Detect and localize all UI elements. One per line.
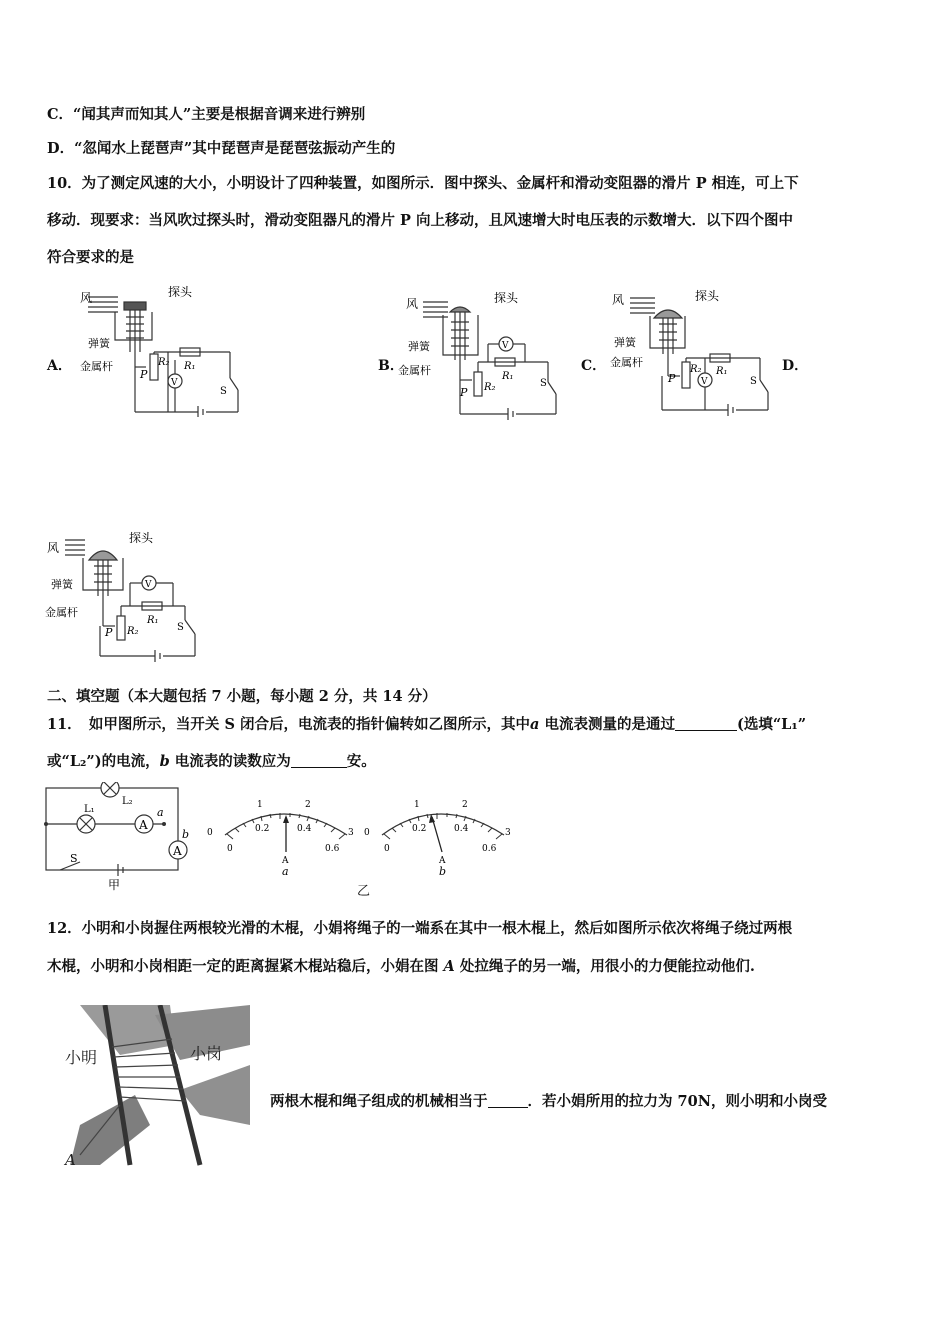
tick-bottom-0-4: 0.4	[454, 824, 469, 834]
tick-top-3: 3	[505, 828, 511, 838]
r1-label: R₁	[184, 361, 196, 372]
q9-option-d: D．“忽闻水上琵琶声”其中琵琶声是琵琶弦振动产生的	[47, 140, 396, 157]
q10-diagram-c	[610, 286, 780, 416]
wind-label: 风	[406, 297, 419, 311]
ammeter-a-symbol: A	[139, 818, 148, 832]
rod-label: 金属杆	[398, 364, 431, 377]
q11-var-b: b	[159, 753, 170, 770]
tick-bottom-0-2: 0.2	[412, 824, 427, 834]
switch-label: S	[220, 386, 227, 397]
q11-line1-pre: 11． 如甲图所示，当开关 S 闭合后，电流表的指针偏转如乙图所示，其中	[47, 716, 530, 733]
q10-diagram-a	[80, 282, 250, 417]
q11-circuit-diagram	[40, 782, 190, 892]
q12-line2	[47, 955, 755, 976]
switch-label: S	[177, 622, 184, 633]
caption-jia: 甲	[108, 878, 121, 892]
slider-label: P	[668, 372, 676, 385]
q12-line2-post: 处拉绳子的另一端，用很小的力便能拉动他们.	[454, 958, 755, 975]
q10-stem-line2: 移动．现要求：当风吹过探头时，滑动变阻器凡的滑片 P 向上移动，且风速增大时电压表的示数增大．以下四个图中	[47, 212, 793, 229]
switch-label: S	[750, 376, 757, 387]
rod-label: 金属杆	[45, 606, 78, 619]
tick-bottom-0-4: 0.4	[297, 824, 312, 834]
q12-side-post: ．若小娟所用的拉力为 70N，则小明和小岗受	[527, 1093, 827, 1110]
rod-label: 金属杆	[610, 356, 643, 369]
ammeter-b-name: b	[182, 828, 190, 841]
slider-label: P	[140, 368, 148, 381]
rod-label: 金属杆	[80, 360, 113, 373]
r1-label: R₁	[716, 366, 728, 377]
l2-label: L₂	[122, 796, 133, 807]
q10-stem-line3: 符合要求的是	[47, 249, 134, 266]
pointer-a-symbol: A	[282, 856, 289, 866]
tick-top-1: 1	[257, 800, 263, 810]
q11-meter-a	[205, 795, 360, 880]
tick-top-2: 2	[305, 800, 311, 810]
voltmeter-label: V	[145, 580, 152, 590]
tick-bottom-0: 0	[227, 844, 233, 854]
xiaoming-label: 小明	[65, 1048, 98, 1067]
probe-label: 探头	[494, 291, 519, 305]
q12-side-pre: 两根木棍和绳子组成的机械相当于	[270, 1093, 488, 1110]
q11-var-a: a	[530, 716, 540, 733]
r1-label: R₁	[147, 615, 159, 626]
q11-line1-mid: 电流表测量的是通过	[539, 716, 675, 733]
tick-bottom-0-6: 0.6	[325, 844, 340, 854]
r2-label: R₂	[127, 626, 139, 637]
q12-var-a: A	[443, 958, 455, 975]
tick-top-2: 2	[462, 800, 468, 810]
ammeter-a-name: a	[157, 806, 164, 819]
r1-label: R₁	[502, 371, 514, 382]
slider-label: P	[460, 386, 468, 399]
pointer-b-name: b	[439, 865, 447, 878]
probe-label: 探头	[695, 289, 720, 303]
switch-label: S	[70, 852, 78, 865]
ammeter-b-symbol: A	[173, 844, 182, 858]
q9-option-c: C．“闻其声而知其人”主要是根据音调来进行辨别	[47, 106, 366, 123]
tick-bottom-0-6: 0.6	[482, 844, 497, 854]
l1-label: L₁	[84, 804, 95, 815]
q11-line1-post: (选填“L₁”	[736, 716, 807, 733]
pointer-b-symbol: A	[439, 856, 446, 866]
q12-blank-1[interactable]	[488, 1093, 528, 1109]
q11-meter-b	[362, 795, 517, 880]
tick-top-1: 1	[414, 800, 420, 810]
q12-line1: 12．小明和小岗握住两根较光滑的木棍，小娟将绳子的一端系在其中一根木棍上，然后如图所示依次将绳子绕过两根	[47, 920, 793, 937]
q11-line1	[47, 713, 806, 734]
probe-label: 探头	[129, 531, 154, 545]
spring-label: 弹簧	[614, 336, 636, 349]
section2-heading: 二、填空题（本大题包括 7 小题，每小题 2 分，共 14 分）	[47, 688, 437, 705]
q12-photo	[60, 1005, 250, 1170]
caption-yi-visible: 乙	[357, 884, 371, 899]
q10-option-a-label[interactable]: A．	[47, 358, 72, 374]
spring-label: 弹簧	[88, 337, 110, 350]
wind-label: 风	[80, 291, 93, 305]
q11-blank-2[interactable]	[291, 753, 347, 769]
q10-option-d-label[interactable]: D．	[782, 358, 809, 374]
r2-label: R₂	[158, 357, 170, 368]
point-a-label: A	[65, 1151, 76, 1169]
voltmeter-label: V	[701, 377, 708, 387]
switch-label: S	[540, 378, 547, 389]
slider-label: P	[105, 626, 113, 639]
spring-label: 弹簧	[408, 340, 430, 353]
tick-top-0: 0	[207, 828, 213, 838]
spring-label: 弹簧	[51, 578, 73, 591]
xiaogang-label: 小岗	[190, 1044, 223, 1063]
q12-line2-pre: 木棍，小明和小岗相距一定的距离握紧木棍站稳后，小娟在图	[47, 958, 444, 975]
wind-label: 风	[612, 293, 625, 307]
q12-side-text	[270, 1090, 827, 1111]
voltmeter-label: V	[502, 341, 509, 351]
tick-bottom-0: 0	[384, 844, 390, 854]
q10-diagram-d	[45, 528, 215, 663]
r2-label: R₂	[690, 364, 702, 375]
q11-line2-mid: 电流表的读数应为	[169, 753, 291, 770]
tick-top-0: 0	[364, 828, 370, 838]
probe-label: 探头	[168, 285, 193, 299]
voltmeter-label: V	[171, 378, 178, 388]
q11-blank-1[interactable]	[675, 716, 737, 732]
q11-line2	[47, 750, 376, 771]
tick-top-3: 3	[348, 828, 354, 838]
q10-stem-line1: 10．为了测定风速的大小，小明设计了四种装置，如图所示．图中探头、金属杆和滑动变阻器的滑片 P 相连，可上下	[47, 175, 799, 192]
q10-diagram-b	[398, 290, 573, 420]
wind-label: 风	[47, 541, 60, 555]
q11-line2-pre: 或“L₂”)的电流，	[47, 753, 160, 770]
q10-option-c-label[interactable]: C．	[581, 358, 607, 374]
tick-bottom-0-2: 0.2	[255, 824, 270, 834]
r2-label: R₂	[484, 382, 496, 393]
q11-line2-post: 安。	[346, 753, 376, 770]
q10-option-b-label[interactable]: B．	[378, 358, 404, 374]
pointer-a-name: a	[282, 865, 289, 878]
